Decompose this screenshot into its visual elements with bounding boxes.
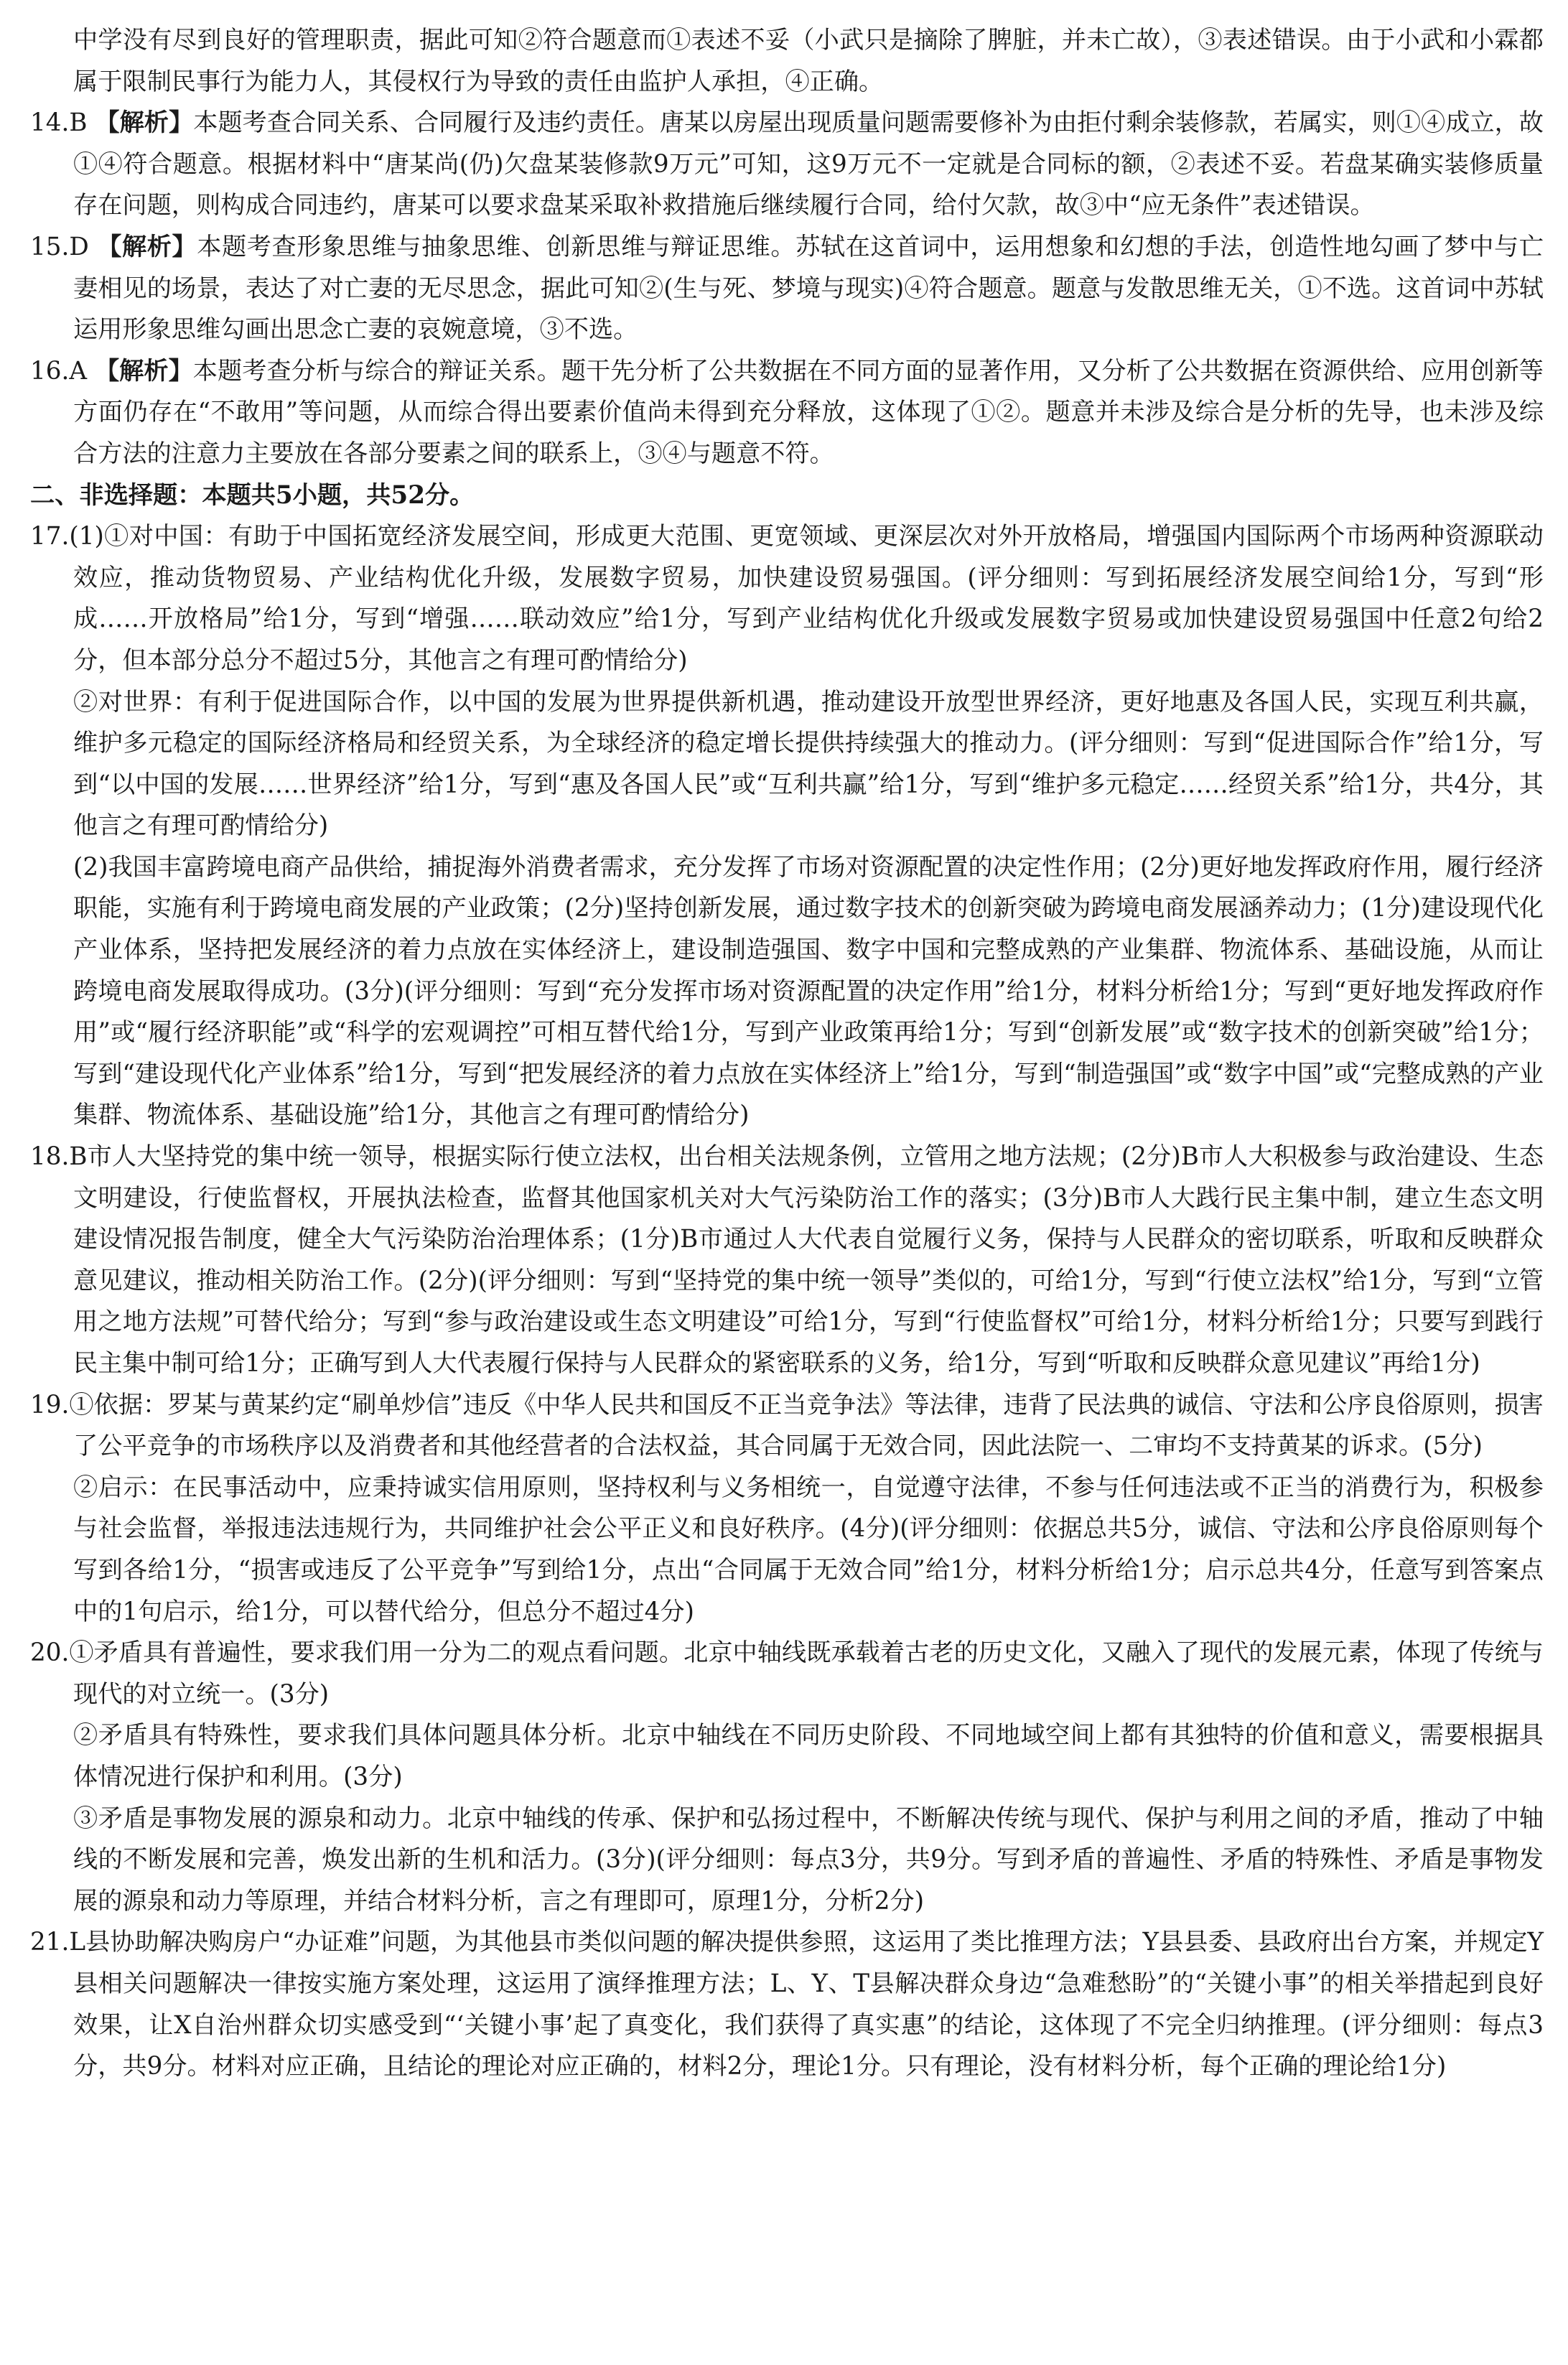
item-answer: D [69, 232, 89, 261]
item-number: 15. [30, 232, 70, 261]
q17-part1 [30, 516, 1544, 681]
item-number: 14. [30, 108, 70, 138]
item-text: 本题考查合同关系、合同履行及违约责任。唐某以房屋出现质量问题需要修补为由拒付剩余装修款，若属实，则①④成立，故①④符合题意。根据材料中“唐某尚(仍)欠盘某装修款9万元”可知，这9万元不一定就是合同标的额，②表述不妥。若盘某确实装修质量存在问题，则构成合同违约，唐某可以要求盘某采取补救措施后继续履行合同，给付欠款，故③中“应无条件”表述错误。 [73, 108, 1544, 220]
question-20 [30, 1633, 1544, 1922]
item-text: 本题考查分析与综合的辩证关系。题干先分析了公共数据在不同方面的显著作用，又分析了公共数据在资源供给、应用创新等方面仍存在“不敢用”等问题，从而综合得出要素价值尚未得到充分释放，这体现了①②。题意并未涉及综合是分析的先导，也未涉及综合方法的注意力主要放在各部分要素之间的联系上，③④与题意不符。 [73, 356, 1544, 468]
item-text: 本题考查形象思维与抽象思维、创新思维与辩证思维。苏轼在这首词中，运用想象和幻想的手法，创造性地勾画了梦中与亡妻相见的场景，表达了对亡妻的无尽思念，据此可知②(生与死、梦境与现实)④符合题意。题意与发散思维无关，①不选。这首词中苏轼运用形象思维勾画出思念亡妻的哀婉意境，③不选。 [73, 232, 1544, 345]
item-number: 21. [30, 1928, 70, 1957]
item-answer: B [69, 108, 88, 138]
item-answer: A [69, 356, 88, 386]
q19-part1 [30, 1385, 1544, 1468]
q18-text: B市人大坚持党的集中统一领导，根据实际行使立法权，出台相关法规条例，立管用之地方法规；(2分)B市人大积极参与政治建设、生态文明建设，行使监督权，开展执法检查，监督其他国家机关对大气污染防治工作的落实；(3分)B市人大践行民主集中制，建立生态文明建设情况报告制度，健全大气污染防治治理体系；(1分)B市通过人大代表自觉履行义务，保持与人民群众的密切联系，听取和反映群众意见建议，推动相关防治工作。(2分)(评分细则：写到“坚持党的集中统一领导”类似的，可给1分，写到“行使立法权”给1分，写到“立管用之地方法规”可替代给分；写到“参与政治建设或生态文明建设”可给1分，写到“行使监督权”可给1分，材料分析给1分；只要写到践行民主集中制可给1分；正确写到人大代表履行保持与人民群众的紧密联系的义务，给1分，写到“听取和反映群众意见建议”再给1分) [69, 1142, 1544, 1378]
item-number: 16. [30, 356, 70, 386]
q17-p1-text: (1)①对中国：有助于中国拓宽经济发展空间，形成更大范围、更宽领域、更深层次对外开放格局，增强国内国际两个市场两种资源联动效应，推动货物贸易、产业结构优化升级，发展数字贸易，加快建设贸易强国。(评分细则：写到拓展经济发展空间给1分，写到“形成……开放格局”给1分，写到“增强……联动效应”给1分，写到产业结构优化升级或发展数字贸易或加快建设贸易强国中任意2句给2分，但本部分总分不超过5分，其他言之有理可酌情给分) [69, 522, 1544, 675]
q17-part3: (2)我国丰富跨境电商产品供给，捕捉海外消费者需求，充分发挥了市场对资源配置的决定性作用；(2分)更好地发挥政府作用，履行经济职能，实施有利于跨境电商发展的产业政策；(2分)坚持创新发展，通过数字技术的创新突破为跨境电商发展涵养动力；(1分)建设现代化产业体系，坚持把发展经济的着力点放在实体经济上，建设制造强国、数字中国和完整成熟的产业集群、物流体系、基础设施，从而让跨境电商发展取得成功。(3分)(评分细则：写到“充分发挥市场对资源配置的决定作用”给1分，材料分析给1分；写到“更好地发挥政府作用”或“履行经济职能”或“科学的宏观调控”可相互替代给1分，写到产业政策再给1分；写到“创新发展”或“数字技术的创新突破”给1分；写到“建设现代化产业体系”给1分，写到“把发展经济的着力点放在实体经济上”给1分，写到“制造强国”或“数字中国”或“完整成熟的产业集群、物流体系、基础设施”给1分，其他言之有理可酌情给分) [73, 852, 1544, 1130]
question-17 [30, 516, 1544, 1137]
item-number: 17. [30, 522, 70, 551]
answer-item-16 [30, 351, 1544, 475]
question-18 [30, 1137, 1544, 1385]
question-21 [30, 1922, 1544, 2087]
answer-sheet-page [30, 20, 1544, 2088]
answer-item-15 [30, 227, 1544, 351]
section-title: 二、非选择题：本题共5小题，共52分。 [30, 480, 475, 510]
analysis-tag: 【解析】 [97, 232, 197, 261]
analysis-tag: 【解析】 [94, 356, 193, 386]
q20-part1 [30, 1633, 1544, 1715]
q20-part2: ②矛盾具有特殊性，要求我们具体问题具体分析。北京中轴线在不同历史阶段、不同地域空间上都有其独特的价值和意义，需要根据具体情况进行保护和利用。(3分) [73, 1721, 1544, 1791]
answer-item-14 [30, 103, 1544, 227]
item-number: 18. [30, 1142, 70, 1172]
question-19 [30, 1385, 1544, 1633]
q19-part2: ②启示：在民事活动中，应秉持诚实信用原则，坚持权利与义务相统一，自觉遵守法律，不参与任何违法或不正当的消费行为，积极参与社会监督，举报违法违规行为，共同维护社会公平正义和良好秩序。(4分)(评分细则：依据总共5分，诚信、守法和公序良俗原则每个写到各给1分，“损害或违反了公平竞争”写到给1分，点出“合同属于无效合同”给1分，材料分析给1分；启示总共4分，任意写到答案点中的1句启示，给1分，可以替代给分，但总分不超过4分) [73, 1473, 1544, 1626]
q20-part3: ③矛盾是事物发展的源泉和动力。北京中轴线的传承、保护和弘扬过程中，不断解决传统与现代、保护与利用之间的矛盾，推动了中轴线的不断发展和完善，焕发出新的生机和活力。(3分)(评分细则：每点3分，共9分。写到矛盾的普遍性、矛盾的特殊性、矛盾是事物发展的源泉和动力等原理，并结合材料分析，言之有理即可，原理1分，分析2分) [73, 1804, 1544, 1916]
item-number: 19. [30, 1390, 70, 1419]
intro-paragraph: 中学没有尽到良好的管理职责，据此可知②符合题意而①表述不妥（小武只是摘除了脾脏，并未亡故），③表述错误。由于小武和小霖都属于限制民事行为能力人，其侵权行为导致的责任由监护人承担，④正确。 [73, 26, 1544, 96]
q21-text: L县协助解决购房户“办证难”问题，为其他县市类似问题的解决提供参照，这运用了类比推理方法；Y县县委、县政府出台方案，并规定Y县相关问题解决一律按实施方案处理，这运用了演绎推理方法；L、Y、T县解决群众身边“急难愁盼”的“关键小事”的相关举措起到良好效果，让X自治州群众切实感受到“‘关键小事’起了真变化，我们获得了真实惠”的结论，这体现了不完全归纳推理。(评分细则：每点3分，共9分。材料对应正确，且结论的理论对应正确的，材料2分，理论1分。只有理论，没有材料分析，每个正确的理论给1分) [69, 1928, 1544, 2081]
q19-p1-text: ①依据：罗某与黄某约定“刷单炒信”违反《中华人民共和国反不正当竞争法》等法律，违背了民法典的诚信、守法和公序良俗原则，损害了公平竞争的市场秩序以及消费者和其他经营者的合法权益，其合同属于无效合同，因此法院一、二审均不支持黄某的诉求。(5分) [69, 1390, 1544, 1461]
q17-part2: ②对世界：有利于促进国际合作，以中国的发展为世界提供新机遇，推动建设开放型世界经济，更好地惠及各国人民，实现互利共赢，维护多元稳定的国际经济格局和经贸关系，为全球经济的稳定增长提供持续强大的推动力。(评分细则：写到“促进国际合作”给1分，写到“以中国的发展……世界经济”给1分，写到“惠及各国人民”或“互利共赢”给1分，写到“维护多元稳定……经贸关系”给1分，共4分，其他言之有理可酌情给分) [73, 687, 1544, 841]
q20-p1-text: ①矛盾具有普遍性，要求我们用一分为二的观点看问题。北京中轴线既承载着古老的历史文化，又融入了现代的发展元素，体现了传统与现代的对立统一。(3分) [69, 1638, 1544, 1709]
item-number: 20. [30, 1638, 70, 1668]
analysis-tag: 【解析】 [95, 108, 194, 138]
